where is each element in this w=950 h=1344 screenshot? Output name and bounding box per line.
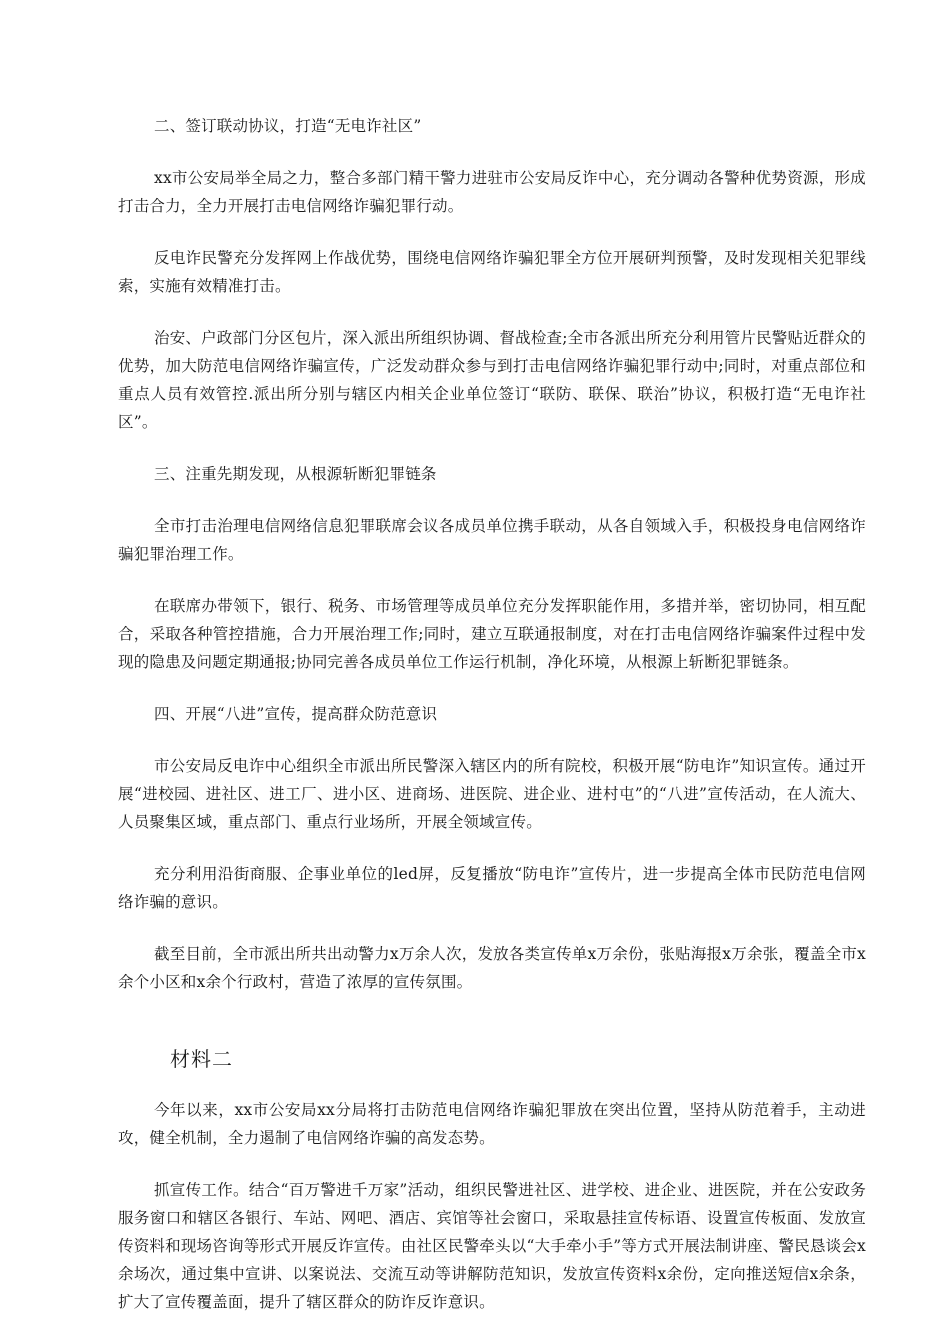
paragraph: 全市打击治理电信网络信息犯罪联席会议各成员单位携手联动，从各自领域入手，积极投身电信网络诈骗犯罪治理工作。 (118, 517, 866, 563)
section-heading-4: 四、开展“八进”宣传，提高群众防范意识 (154, 705, 438, 723)
paragraph: 充分利用沿街商服、企事业单位的led屏，反复播放“防电诈”宣传片，进一步提高全体市民防范电信网络诈骗的意识。 (118, 865, 866, 911)
paragraph: 市公安局反电诈中心组织全市派出所民警深入辖区内的所有院校，积极开展“防电诈”知识宣传。通过开展“进校园、进社区、进工厂、进小区、进商场、进医院、进企业、进村屯”的“八进”宣传活动，在人流大、人员聚集区域，重点部门、重点行业场所，开展全领域宣传。 (118, 757, 866, 831)
material-title: 材料二 (170, 1047, 233, 1071)
paragraph: 截至目前，全市派出所共出动警力x万余人次，发放各类宣传单x万余份，张贴海报x万余张，覆盖全市x余个小区和x余个行政村，营造了浓厚的宣传氛围。 (118, 945, 866, 991)
document-page (118, 112, 866, 1340)
paragraph: 今年以来，xx市公安局xx分局将打击防范电信网络诈骗犯罪放在突出位置，坚持从防范着手，主动进攻，健全机制，全力遏制了电信网络诈骗的高发态势。 (118, 1101, 866, 1147)
paragraph: 在联席办带领下，银行、税务、市场管理等成员单位充分发挥职能作用，多措并举，密切协同，相互配合，采取各种管控措施，合力开展治理工作;同时，建立互联通报制度，对在打击电信网络诈骗案件过程中发现的隐患及问题定期通报;协同完善各成员单位工作运行机制，净化环境，从根源上斩断犯罪链条。 (118, 597, 866, 671)
paragraph: 抓宣传工作。结合“百万警进千万家”活动，组织民警进社区、进学校、进企业、进医院，并在公安政务服务窗口和辖区各银行、车站、网吧、酒店、宾馆等社会窗口，采取悬挂宣传标语、设置宣传板面、发放宣传资料和现场咨询等形式开展反诈宣传。由社区民警牵头以“大手牵小手”等方式开展法制讲座、警民恳谈会x余场次，通过集中宣讲、以案说法、交流互动等讲解防范知识，发放宣传资料x余份，定向推送短信x余条，扩大了宣传覆盖面，提升了辖区群众的防诈反诈意识。 (118, 1181, 866, 1311)
paragraph: 治安、户政部门分区包片，深入派出所组织协调、督战检查;全市各派出所充分利用管片民警贴近群众的优势，加大防范电信网络诈骗宣传，广泛发动群众参与到打击电信网络诈骗犯罪行动中;同时，对重点部位和重点人员有效管控.派出所分别与辖区内相关企业单位签订“联防、联保、联治”协议，积极打造“无电诈社区”。 (118, 329, 866, 431)
paragraph: xx市公安局举全局之力，整合多部门精干警力进驻市公安局反诈中心，充分调动各警种优势资源，形成打击合力，全力开展打击电信网络诈骗犯罪行动。 (118, 169, 866, 215)
section-heading-3: 三、注重先期发现，从根源斩断犯罪链条 (154, 465, 437, 483)
paragraph: 反电诈民警充分发挥网上作战优势，围绕电信网络诈骗犯罪全方位开展研判预警，及时发现相关犯罪线索，实施有效精准打击。 (118, 249, 866, 295)
section-heading-2: 二、签订联动协议，打造“无电诈社区” (154, 117, 422, 135)
